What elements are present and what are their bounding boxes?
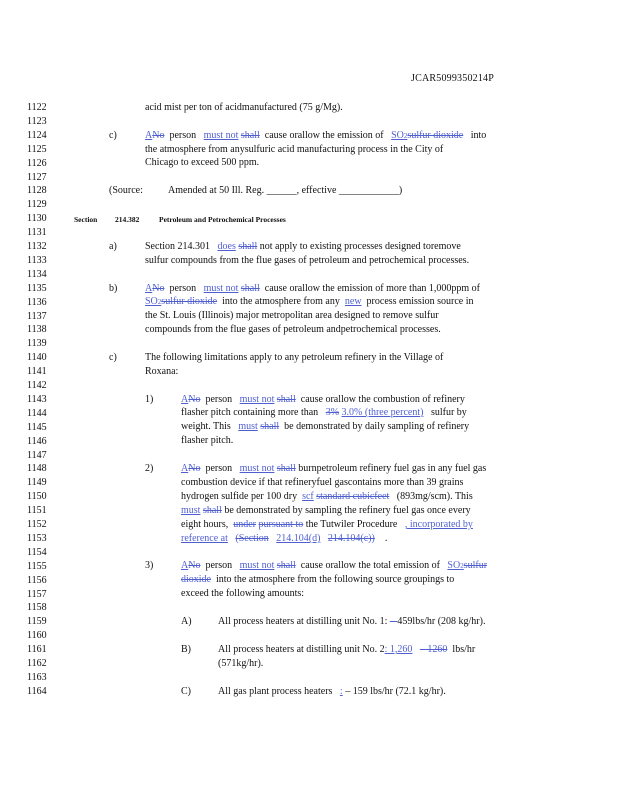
inserted-text: must not	[203, 283, 239, 294]
line-number: 1138	[27, 324, 47, 335]
deleted-text: shall	[276, 463, 296, 474]
deleted-text: – 1260	[419, 644, 448, 655]
text-line	[145, 283, 480, 295]
inserted-text: , incorporated by	[404, 519, 473, 530]
item-label: c)	[109, 130, 117, 141]
deleted-text: No	[188, 560, 201, 571]
text-line	[218, 686, 446, 698]
inserted-text: must	[238, 421, 258, 432]
text-span: weight. This	[181, 421, 231, 432]
line-number: 1135	[27, 283, 47, 294]
text-line	[181, 421, 469, 433]
deleted-text: No	[188, 394, 201, 405]
text-line: flasher pitch.	[181, 435, 234, 446]
line-number: 1160	[27, 630, 47, 641]
inserted-text: A	[181, 463, 189, 474]
text-span: – 159 lbs/hr (72.1 kg/hr).	[345, 686, 446, 697]
text-line	[181, 505, 471, 517]
line-number: 1157	[27, 589, 47, 600]
text-line	[181, 574, 454, 586]
line-number: 1150	[27, 491, 47, 502]
text-line: The following limitations apply to any petroleum refinery in the Village of	[145, 352, 444, 363]
line-number: 1153	[27, 533, 47, 544]
deleted-text: shall	[276, 394, 296, 405]
line-number: 1123	[27, 116, 47, 127]
inserted-text: SO	[391, 130, 404, 141]
line-number: 1125	[27, 144, 47, 155]
subscript: 2	[460, 562, 464, 570]
deleted-text: sulfur	[463, 560, 488, 571]
deleted-text: shall	[238, 241, 258, 252]
text-span: flasher pitch containing more than	[181, 407, 319, 418]
text-span: Section 214.301	[145, 241, 210, 252]
deleted-text: standard cubicfeet	[316, 491, 390, 502]
deleted-text: under	[233, 519, 256, 530]
deleted-text: 3%	[325, 407, 340, 418]
inserted-text: must not	[239, 463, 275, 474]
line-number: 1146	[27, 436, 47, 447]
text-line: acid mist per ton of acidmanufactured (75 g/Mg).	[145, 102, 343, 113]
inserted-text: A	[145, 130, 153, 141]
text-line: (571kg/hr).	[218, 658, 264, 669]
line-number: 1139	[27, 338, 47, 349]
line-number: 1127	[27, 172, 47, 183]
text-line: combustion device if that refineryfuel gascontains more than 39 grains	[181, 477, 464, 488]
text-span: All gas plant process heaters	[218, 686, 333, 697]
deleted-text: –	[389, 616, 398, 627]
line-number: 1137	[27, 311, 47, 322]
inserted-text: reference at	[181, 533, 228, 544]
deleted-text: shall	[202, 505, 222, 516]
text-span: cause orallow the emission of	[264, 130, 384, 141]
line-number: 1151	[27, 505, 47, 516]
item-label: A)	[181, 616, 192, 627]
item-label: C)	[181, 686, 191, 697]
text-line	[218, 644, 475, 656]
text-span: hydrogen sulfide per 100 dry	[181, 491, 298, 502]
text-span: into the atmosphere from any	[222, 296, 340, 307]
subscript: 2	[403, 132, 408, 140]
line-number: 1149	[27, 477, 47, 488]
line-number: 1144	[27, 408, 47, 419]
text-span: cause orallow the total emission of	[300, 560, 440, 571]
text-span: sulfur by	[430, 407, 467, 418]
subscript: 2	[157, 298, 162, 306]
line-number: 1148	[27, 463, 47, 474]
text-line: compounds from the flue gases of petroleum andpetrochemical processes.	[145, 324, 441, 335]
line-number: 1154	[27, 547, 47, 558]
inserted-text: must	[181, 505, 201, 516]
text-line	[181, 463, 486, 475]
text-line	[181, 394, 465, 406]
deleted-text: shall	[260, 421, 280, 432]
inserted-text: :	[339, 686, 343, 697]
text-line	[145, 296, 473, 308]
line-number: 1134	[27, 269, 47, 280]
inserted-text: 214.104(d)	[276, 533, 321, 544]
deleted-text: sulfur dioxide	[407, 130, 464, 141]
item-label: 1)	[145, 394, 154, 405]
inserted-text: does	[217, 241, 236, 252]
line-number: 1136	[27, 297, 47, 308]
deleted-text: pursuant to	[258, 519, 304, 530]
source-note: Amended at 50 Ill. Reg. ______, effective ____________)	[168, 185, 403, 196]
text-span: .	[384, 533, 388, 544]
deleted-text: No	[152, 130, 165, 141]
line-number: 1132	[27, 241, 47, 252]
item-label: B)	[181, 644, 191, 655]
deleted-text: No	[188, 463, 201, 474]
item-label: b)	[109, 283, 118, 294]
text-line: the St. Louis (Illinois) major metropolitan area designed to remove sulfur	[145, 310, 439, 321]
line-number: 1158	[27, 602, 47, 613]
line-number: 1124	[27, 130, 47, 141]
text-line	[145, 241, 461, 253]
text-line: the atmosphere from anysulfuric acid manufacturing process in the City of	[145, 144, 444, 155]
deleted-text: (Section	[235, 533, 269, 544]
inserted-text: must not	[239, 560, 275, 571]
line-number: 1126	[27, 158, 47, 169]
line-number: 1162	[27, 658, 47, 669]
text-span: person	[169, 130, 197, 141]
deleted-text: shall	[240, 283, 260, 294]
line-number: 1130	[27, 213, 47, 224]
inserted-text: A	[145, 283, 153, 294]
item-label: a)	[109, 241, 117, 252]
item-label: 3)	[145, 560, 154, 571]
text-span: eight hours,	[181, 519, 229, 530]
inserted-text: 3.0% (three percent)	[341, 407, 424, 418]
inserted-text: new	[344, 296, 362, 307]
line-number: 1128	[27, 185, 47, 196]
text-span: be demonstrated by daily sampling of refinery	[284, 421, 470, 432]
inserted-text: : 1,260	[384, 644, 413, 655]
text-span: the Tutwiler Procedure	[305, 519, 398, 530]
inserted-text: scf	[302, 491, 314, 502]
source-label: (Source:	[109, 185, 143, 196]
line-number: 1143	[27, 394, 47, 405]
inserted-text: A	[181, 394, 189, 405]
deleted-text: No	[152, 283, 165, 294]
line-number: 1141	[27, 366, 47, 377]
deleted-text: sulfur dioxide	[161, 296, 218, 307]
section-word: Section	[74, 215, 98, 224]
line-number: 1145	[27, 422, 47, 433]
line-number: 1129	[27, 199, 47, 210]
line-number: 1156	[27, 575, 47, 586]
line-number: 1142	[27, 380, 47, 391]
text-span: into	[470, 130, 487, 141]
text-line	[218, 616, 485, 628]
document-id: JCAR5099350214P	[411, 73, 495, 84]
text-line	[181, 407, 467, 419]
line-number: 1155	[27, 561, 47, 572]
text-line	[181, 519, 473, 531]
text-line: sulfur compounds from the flue gases of petroleum and petrochemical processes.	[145, 255, 470, 266]
text-span: person	[205, 560, 233, 571]
text-span: burnpetroleum refinery fuel gas in any fuel gas	[298, 463, 487, 474]
deleted-text: dioxide	[181, 574, 211, 585]
text-span: person	[169, 283, 197, 294]
text-span: All process heaters at distilling unit No. 1:	[218, 616, 388, 627]
inserted-text: SO	[447, 560, 461, 571]
text-line	[181, 560, 487, 572]
text-span: (893mg/scm). This	[396, 491, 473, 502]
text-line	[181, 533, 387, 545]
line-number: 1152	[27, 519, 47, 530]
line-number: 1140	[27, 352, 47, 363]
line-number: 1164	[27, 686, 47, 697]
text-line: Roxana:	[145, 366, 179, 377]
item-label: c)	[109, 352, 117, 363]
text-span: lbs/hr	[452, 644, 476, 655]
text-span: be demonstrated by sampling the refinery fuel gas once every	[224, 505, 471, 516]
inserted-text: must not	[203, 130, 239, 141]
line-number: 1159	[27, 616, 47, 627]
section-title: Petroleum and Petrochemical Processes	[159, 215, 286, 224]
text-span: into the atmosphere from the following source groupings to	[216, 574, 455, 585]
inserted-text: SO	[145, 296, 158, 307]
line-number: 1131	[27, 227, 47, 238]
text-span: process emission source in	[366, 296, 474, 307]
item-label: 2)	[145, 463, 154, 474]
line-number: 1133	[27, 255, 47, 266]
section-number: 214.382	[115, 215, 140, 224]
text-span: cause orallow the combustion of refinery	[300, 394, 465, 405]
text-span: person	[205, 394, 233, 405]
text-line: exceed the following amounts:	[181, 588, 305, 599]
text-line	[181, 491, 473, 503]
text-span: 459lbs/hr (208 kg/hr).	[397, 616, 486, 627]
text-span: person	[205, 463, 233, 474]
deleted-text: 214.104(c))	[327, 533, 375, 544]
text-span: cause orallow the emission of more than 1,000ppm of	[264, 283, 480, 294]
text-span: not apply to existing processes designed toremove	[259, 241, 461, 252]
inserted-text: must not	[239, 394, 275, 405]
deleted-text: shall	[276, 560, 296, 571]
line-number: 1161	[27, 644, 47, 655]
deleted-text: shall	[240, 130, 260, 141]
line-number: 1147	[27, 450, 47, 461]
inserted-text: A	[181, 560, 189, 571]
text-span: All process heaters at distilling unit No. 2	[218, 644, 385, 655]
text-line: Chicago to exceed 500 ppm.	[145, 157, 260, 168]
text-line	[145, 130, 486, 142]
line-number: 1163	[27, 672, 47, 683]
line-number: 1122	[27, 102, 47, 113]
